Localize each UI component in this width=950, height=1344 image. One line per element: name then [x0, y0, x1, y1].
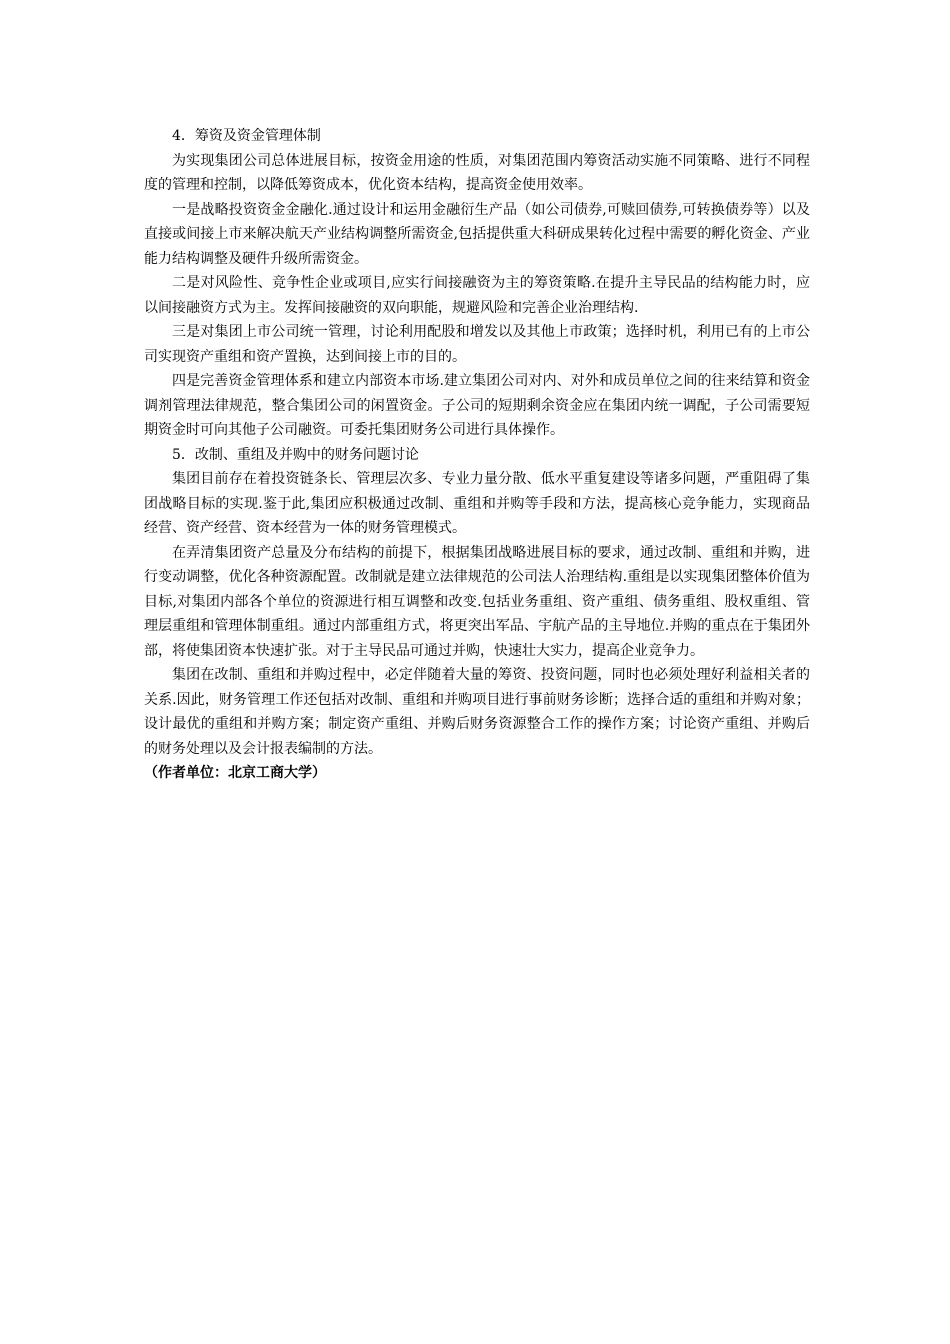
section-4-paragraph-4: 三是对集团上市公司统一管理，讨论利用配股和增发以及其他上市政策；选择时机，利用已有的上市公司实现资产重组和资产置换，达到间接上市的目的。 — [144, 324, 810, 365]
document-body — [144, 124, 810, 786]
section-5-paragraph-3: 集团在改制、重组和并购过程中，必定伴随着大量的筹资、投资问题，同时也必须处理好利益相关者的关系.因此，财务管理工作还包括对改制、重组和并购项目进行事前财务诊断；选择合适的重组和并购对象；设计最优的重组和并购方案；制定资产重组、并购后财务资源整合工作的操作方案；讨论资产重组、并购后的财务处理以及会计报表编制的方法。 — [144, 667, 810, 757]
author-affiliation: （作者单位：北京工商大学） — [144, 765, 326, 781]
section-5-heading: 5．改制、重组及并购中的财务问题讨论 — [172, 446, 419, 463]
section-5-paragraph-2: 在弄清集团资产总量及分布结构的前提下，根据集团战略进展目标的要求，通过改制、重组和并购，进行变动调整，优化各种资源配置。改制就是建立法律规范的公司法人治理结构.重组是以实现集团整体价值为目标,对集团内部各个单位的资源进行相互调整和改变.包括业务重组、资产重组、债务重组、股权重组、管理层重组和管理体制重组。通过内部重组方式，将更突出军品、宇航产品的主导地位.并购的重点在于集团外部，将使集团资本快速扩张。对于主导民品可通过并购，快速壮大实力，提高企业竞争力。 — [144, 544, 810, 659]
section-4-paragraph-5: 四是完善资金管理体系和建立内部资本市场.建立集团公司对内、对外和成员单位之间的往来结算和资金调剂管理法律规范，整合集团公司的闲置资金。子公司的短期剩余资金应在集团内统一调配，子公司需要短期资金时可向其他子公司融资。可委托集团财务公司进行具体操作。 — [144, 373, 810, 438]
section-4-paragraph-3: 二是对风险性、竞争性企业或项目,应实行间接融资为主的筹资策略.在提升主导民品的结构能力时，应以间接融资方式为主。发挥间接融资的双向职能，规避风险和完善企业治理结构. — [144, 275, 810, 316]
section-4-paragraph-1: 为实现集团公司总体进展目标，按资金用途的性质，对集团范围内筹资活动实施不同策略、进行不同程度的管理和控制，以降低筹资成本，优化资本结构，提高资金使用效率。 — [144, 152, 810, 193]
section-4-paragraph-2: 一是战略投资资金金融化.通过设计和运用金融衍生产品（如公司债券,可赎回债券,可转换债券等）以及直接或间接上市来解决航天产业结构调整所需资金,包括提供重大科研成果转化过程中需要的孵化资金、产业能力结构调整及硬件升级所需资金。 — [144, 201, 810, 267]
section-4-heading: 4．筹资及资金管理体制 — [172, 128, 321, 144]
section-5-paragraph-1: 集团目前存在着投资链条长、管理层次多、专业力量分散、低水平重复建设等诸多问题，严重阻碍了集团战略目标的实现.鉴于此,集团应积极通过改制、重组和并购等手段和方法，提高核心竞争能力，实现商品经营、资产经营、资本经营为一体的财务管理模式。 — [144, 471, 810, 536]
